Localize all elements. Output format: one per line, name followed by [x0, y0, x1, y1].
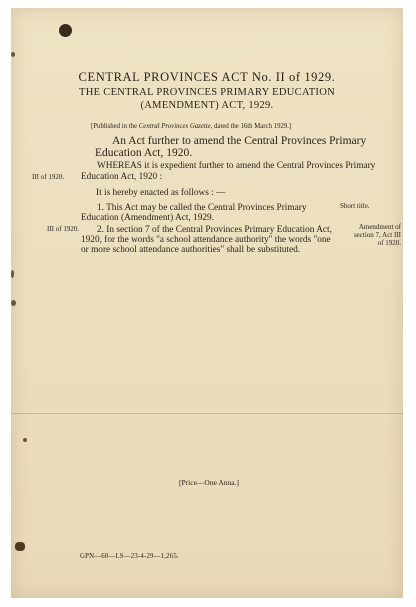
- margin-line: of 1920.: [377, 239, 401, 247]
- margin-note-short-title: Short title.: [340, 202, 370, 210]
- document-title: CENTRAL PROVINCES ACT No. II of 1929.: [78, 70, 336, 84]
- enacting-formula: It is hereby enacted as follows : —: [96, 188, 226, 198]
- edge-tear: [11, 300, 16, 306]
- whereas-clause: WHEREAS it is expedient further to amend the Central Provinces Primary Education Act, 1920 :: [81, 161, 376, 182]
- margin-note-left: III of 1920.: [32, 173, 65, 181]
- act-name-line2: (AMENDMENT) ACT, 1929.: [140, 100, 274, 111]
- margin-line: section 7, Act III: [353, 231, 401, 239]
- publication-prefix: [Published in the: [91, 123, 139, 130]
- fold-crease: [11, 413, 403, 414]
- margin-line: Amendment of: [358, 223, 401, 231]
- act-name-line1: THE CENTRAL PROVINCES PRIMARY EDUCATION: [79, 87, 335, 98]
- gazette-name: Central Provinces Gazette,: [138, 123, 213, 130]
- paper-sheet: [11, 8, 403, 598]
- edge-tear: [11, 270, 14, 278]
- price-note: [Price—One Anna.]: [179, 478, 239, 487]
- margin-note-amendment: [339, 223, 401, 247]
- edge-tear: [23, 438, 27, 442]
- preamble: An Act further to amend the Central Provinces Primary Education Act, 1920.: [95, 135, 367, 159]
- publication-suffix: dated the 16th March 1929.]: [212, 123, 292, 130]
- ink-stain: [59, 24, 72, 37]
- publication-note: [91, 123, 291, 130]
- section-1: 1. This Act may be called the Central Provinces Primary Education (Amendment) Act, 1929.: [81, 203, 307, 223]
- ink-stain: [15, 542, 25, 551]
- edge-tear: [11, 52, 15, 57]
- section-2: 2. In section 7 of the Central Provinces Primary Education Act, 1920, for the words "a school attendance authority" the words "one or more school attendance authorities" shall be substituted.: [81, 225, 332, 255]
- margin-note-left: III of 1920.: [47, 225, 80, 233]
- printer-footer: GPN—60—LS—23-4-29—1,265.: [80, 553, 179, 560]
